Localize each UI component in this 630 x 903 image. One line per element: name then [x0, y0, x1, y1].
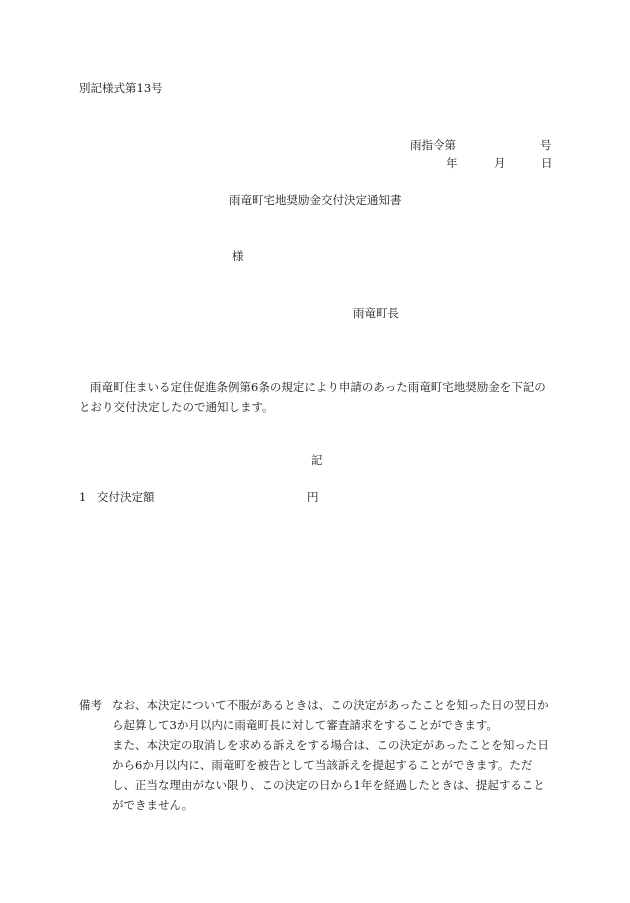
remarks-body	[112, 695, 555, 815]
remarks-paragraph: また、本決定の取消しを求める訴えをする場合は、この決定があったことを知った日から6か月以内に、雨竜町を被告として当該訴えを提起することができます。ただし、正当な理由がない限り、この決定の日から1年を経過したときは、提起することができません。	[112, 738, 549, 812]
ki-heading: 記	[311, 453, 323, 467]
remarks-label: 備考	[79, 698, 102, 712]
remarks-paragraph: なお、本決定について不服があるときは、この決定があったことを知った日の翌日から起算して3か月以内に雨竜町長に対して審査請求をすることができます。	[112, 698, 549, 732]
form-number: 別記様式第13号	[79, 81, 163, 95]
item-label: 交付決定額	[97, 490, 155, 504]
addressee: 様	[232, 249, 244, 263]
document-number	[410, 137, 552, 153]
date-year: 年	[446, 156, 458, 170]
document-number-suffix: 号	[540, 138, 552, 152]
body-text: 雨竜町住まいる定住促進条例第6条の規定により申請のあった雨竜町宅地奨励金を下記のとおり交付決定したので通知します。	[79, 380, 546, 414]
date-day: 日	[541, 156, 553, 170]
document-number-prefix: 雨指令第	[410, 138, 456, 152]
item-unit: 円	[307, 490, 319, 504]
item-index: 1	[79, 490, 87, 504]
sender: 雨竜町長	[353, 306, 399, 320]
date-month: 月	[494, 156, 506, 170]
document-title: 雨竜町宅地奨励金交付決定通知書	[229, 193, 402, 207]
